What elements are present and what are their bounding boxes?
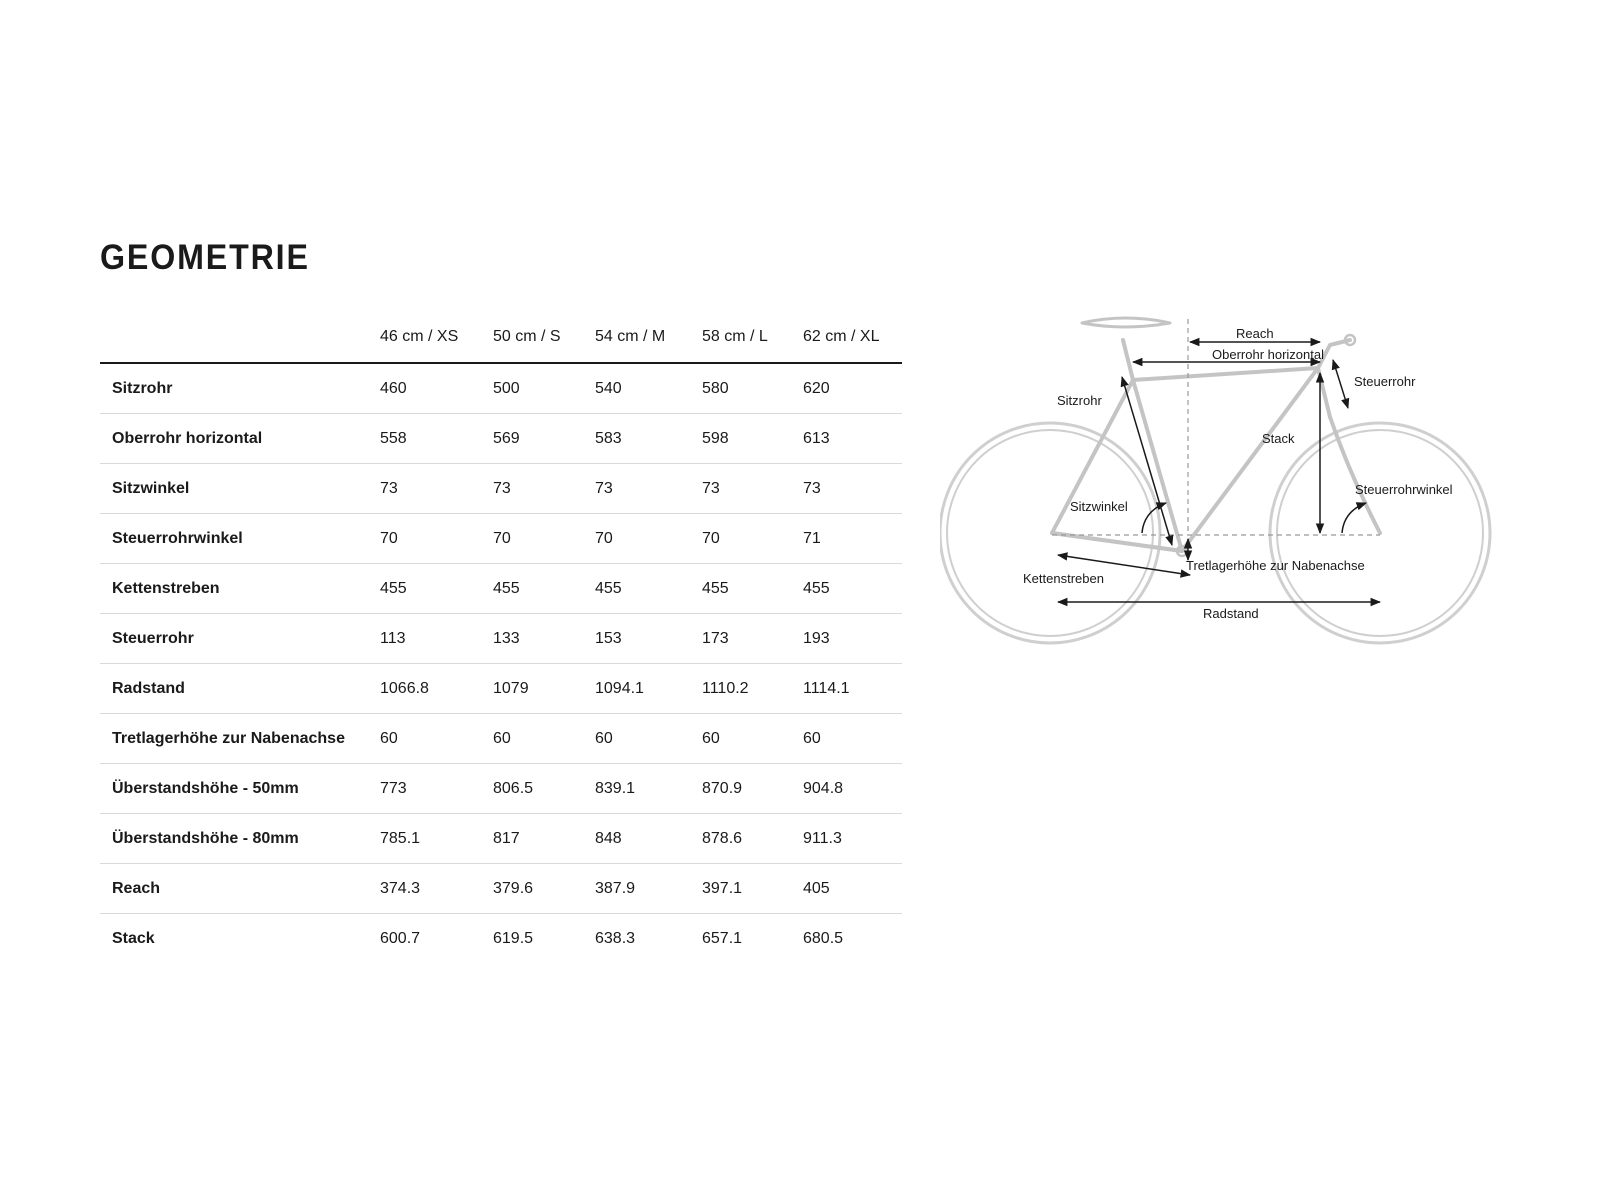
- table-cell: 583: [595, 414, 702, 464]
- table-cell: 153: [595, 614, 702, 664]
- column-header: 58 cm / L: [702, 312, 803, 363]
- table-cell: 911.3: [803, 814, 902, 864]
- table-cell: 70: [380, 514, 493, 564]
- row-label: Überstandshöhe - 50mm: [100, 764, 380, 814]
- table-cell: 70: [493, 514, 595, 564]
- label-stack: Stack: [1262, 431, 1295, 446]
- table-cell: 455: [803, 564, 902, 614]
- row-label: Radstand: [100, 664, 380, 714]
- table-cell: 806.5: [493, 764, 595, 814]
- row-label: Überstandshöhe - 80mm: [100, 814, 380, 864]
- row-label: Steuerrohr: [100, 614, 380, 664]
- table-row: [100, 664, 902, 714]
- row-label: Kettenstreben: [100, 564, 380, 614]
- table-cell: 1110.2: [702, 664, 803, 714]
- table-cell: 598: [702, 414, 803, 464]
- table-cell: 60: [595, 714, 702, 764]
- table-cell: 500: [493, 363, 595, 414]
- table-cell: 73: [803, 464, 902, 514]
- row-label: Sitzrohr: [100, 363, 380, 414]
- table-cell: 580: [702, 363, 803, 414]
- table-cell: 569: [493, 414, 595, 464]
- table-cell: 540: [595, 363, 702, 414]
- table-row: [100, 864, 902, 914]
- table-row: [100, 564, 902, 614]
- table-cell: 60: [702, 714, 803, 764]
- table-row: [100, 514, 902, 564]
- table-row: [100, 714, 902, 764]
- table-cell: 1066.8: [380, 664, 493, 714]
- table-row: [100, 614, 902, 664]
- table-cell: 60: [380, 714, 493, 764]
- table-row: [100, 914, 902, 964]
- table-row: [100, 464, 902, 514]
- table-cell: 1079: [493, 664, 595, 714]
- row-label: Oberrohr horizontal: [100, 414, 380, 464]
- table-cell: 817: [493, 814, 595, 864]
- label-radstand: Radstand: [1203, 606, 1259, 621]
- page-title: GEOMETRIE: [100, 238, 310, 277]
- column-header: [100, 312, 380, 363]
- label-sitzwinkel: Sitzwinkel: [1070, 499, 1128, 514]
- table-cell: 60: [803, 714, 902, 764]
- table-cell: 73: [380, 464, 493, 514]
- table-row: [100, 414, 902, 464]
- label-oberrohr-horizontal: Oberrohr horizontal: [1212, 347, 1324, 362]
- table-cell: 133: [493, 614, 595, 664]
- table-row: [100, 764, 902, 814]
- column-header: 50 cm / S: [493, 312, 595, 363]
- table-cell: 878.6: [702, 814, 803, 864]
- table-cell: 680.5: [803, 929, 844, 947]
- table-cell: 455: [595, 564, 702, 614]
- table-cell: 657.1: [702, 929, 743, 947]
- label-reach: Reach: [1236, 326, 1274, 341]
- label-sitzrohr: Sitzrohr: [1057, 393, 1102, 408]
- table-cell: 113: [380, 614, 493, 664]
- table-cell: 638.3: [595, 929, 636, 947]
- label-steuerrohr: Steuerrohr: [1354, 374, 1416, 389]
- column-header: 46 cm / XS: [380, 312, 493, 363]
- table-cell: 455: [702, 564, 803, 614]
- geometry-table: [100, 312, 902, 963]
- table-cell: 460: [380, 363, 493, 414]
- table-body: [100, 363, 902, 963]
- table-cell: 73: [493, 464, 595, 514]
- row-label: Sitzwinkel: [100, 464, 380, 514]
- table-cell: 71: [803, 514, 902, 564]
- table-cell: 904.8: [803, 764, 902, 814]
- table-cell: 387.9: [595, 864, 702, 914]
- column-header: 54 cm / M: [595, 312, 702, 363]
- table-cell: 619.5: [493, 929, 534, 947]
- table-cell: 839.1: [595, 764, 702, 814]
- table-cell: 374.3: [380, 864, 493, 914]
- table-cell: 558: [380, 414, 493, 464]
- table-cell: 1114.1: [803, 664, 902, 714]
- table-cell: 173: [702, 614, 803, 664]
- table-cell: 379.6: [493, 864, 595, 914]
- table-cell: 1094.1: [595, 664, 702, 714]
- row-label: Tretlagerhöhe zur Nabenachse: [100, 714, 380, 764]
- row-label: Reach: [100, 864, 380, 914]
- row-label: Steuerrohrwinkel: [100, 514, 380, 564]
- table-cell: 785.1: [380, 814, 493, 864]
- table-row: [100, 363, 902, 414]
- table-cell: 405: [803, 864, 902, 914]
- row-label: Stack: [112, 929, 155, 947]
- table-cell: 870.9: [702, 764, 803, 814]
- table-cell: 397.1: [702, 864, 803, 914]
- table-cell: 613: [803, 414, 902, 464]
- table-cell: 455: [493, 564, 595, 614]
- table-cell: 620: [803, 363, 902, 414]
- table-cell: 848: [595, 814, 702, 864]
- label-tretlagerhoehe: Tretlagerhöhe zur Nabenachse: [1186, 558, 1365, 573]
- table-row: [100, 814, 902, 864]
- label-steuerrohrwinkel: Steuerrohrwinkel: [1355, 482, 1453, 497]
- table-cell: 773: [380, 764, 493, 814]
- bike-geometry-diagram: [940, 305, 1520, 655]
- table-header-row: [100, 312, 902, 363]
- table-cell: 70: [595, 514, 702, 564]
- table-cell: 60: [493, 714, 595, 764]
- table-cell: 73: [702, 464, 803, 514]
- table-cell: 70: [702, 514, 803, 564]
- column-header: 62 cm / XL: [803, 312, 902, 363]
- table-cell: 73: [595, 464, 702, 514]
- table-cell: 193: [803, 614, 902, 664]
- label-kettenstreben: Kettenstreben: [1023, 571, 1104, 586]
- table-cell: 600.7: [380, 929, 421, 947]
- table-cell: 455: [380, 564, 493, 614]
